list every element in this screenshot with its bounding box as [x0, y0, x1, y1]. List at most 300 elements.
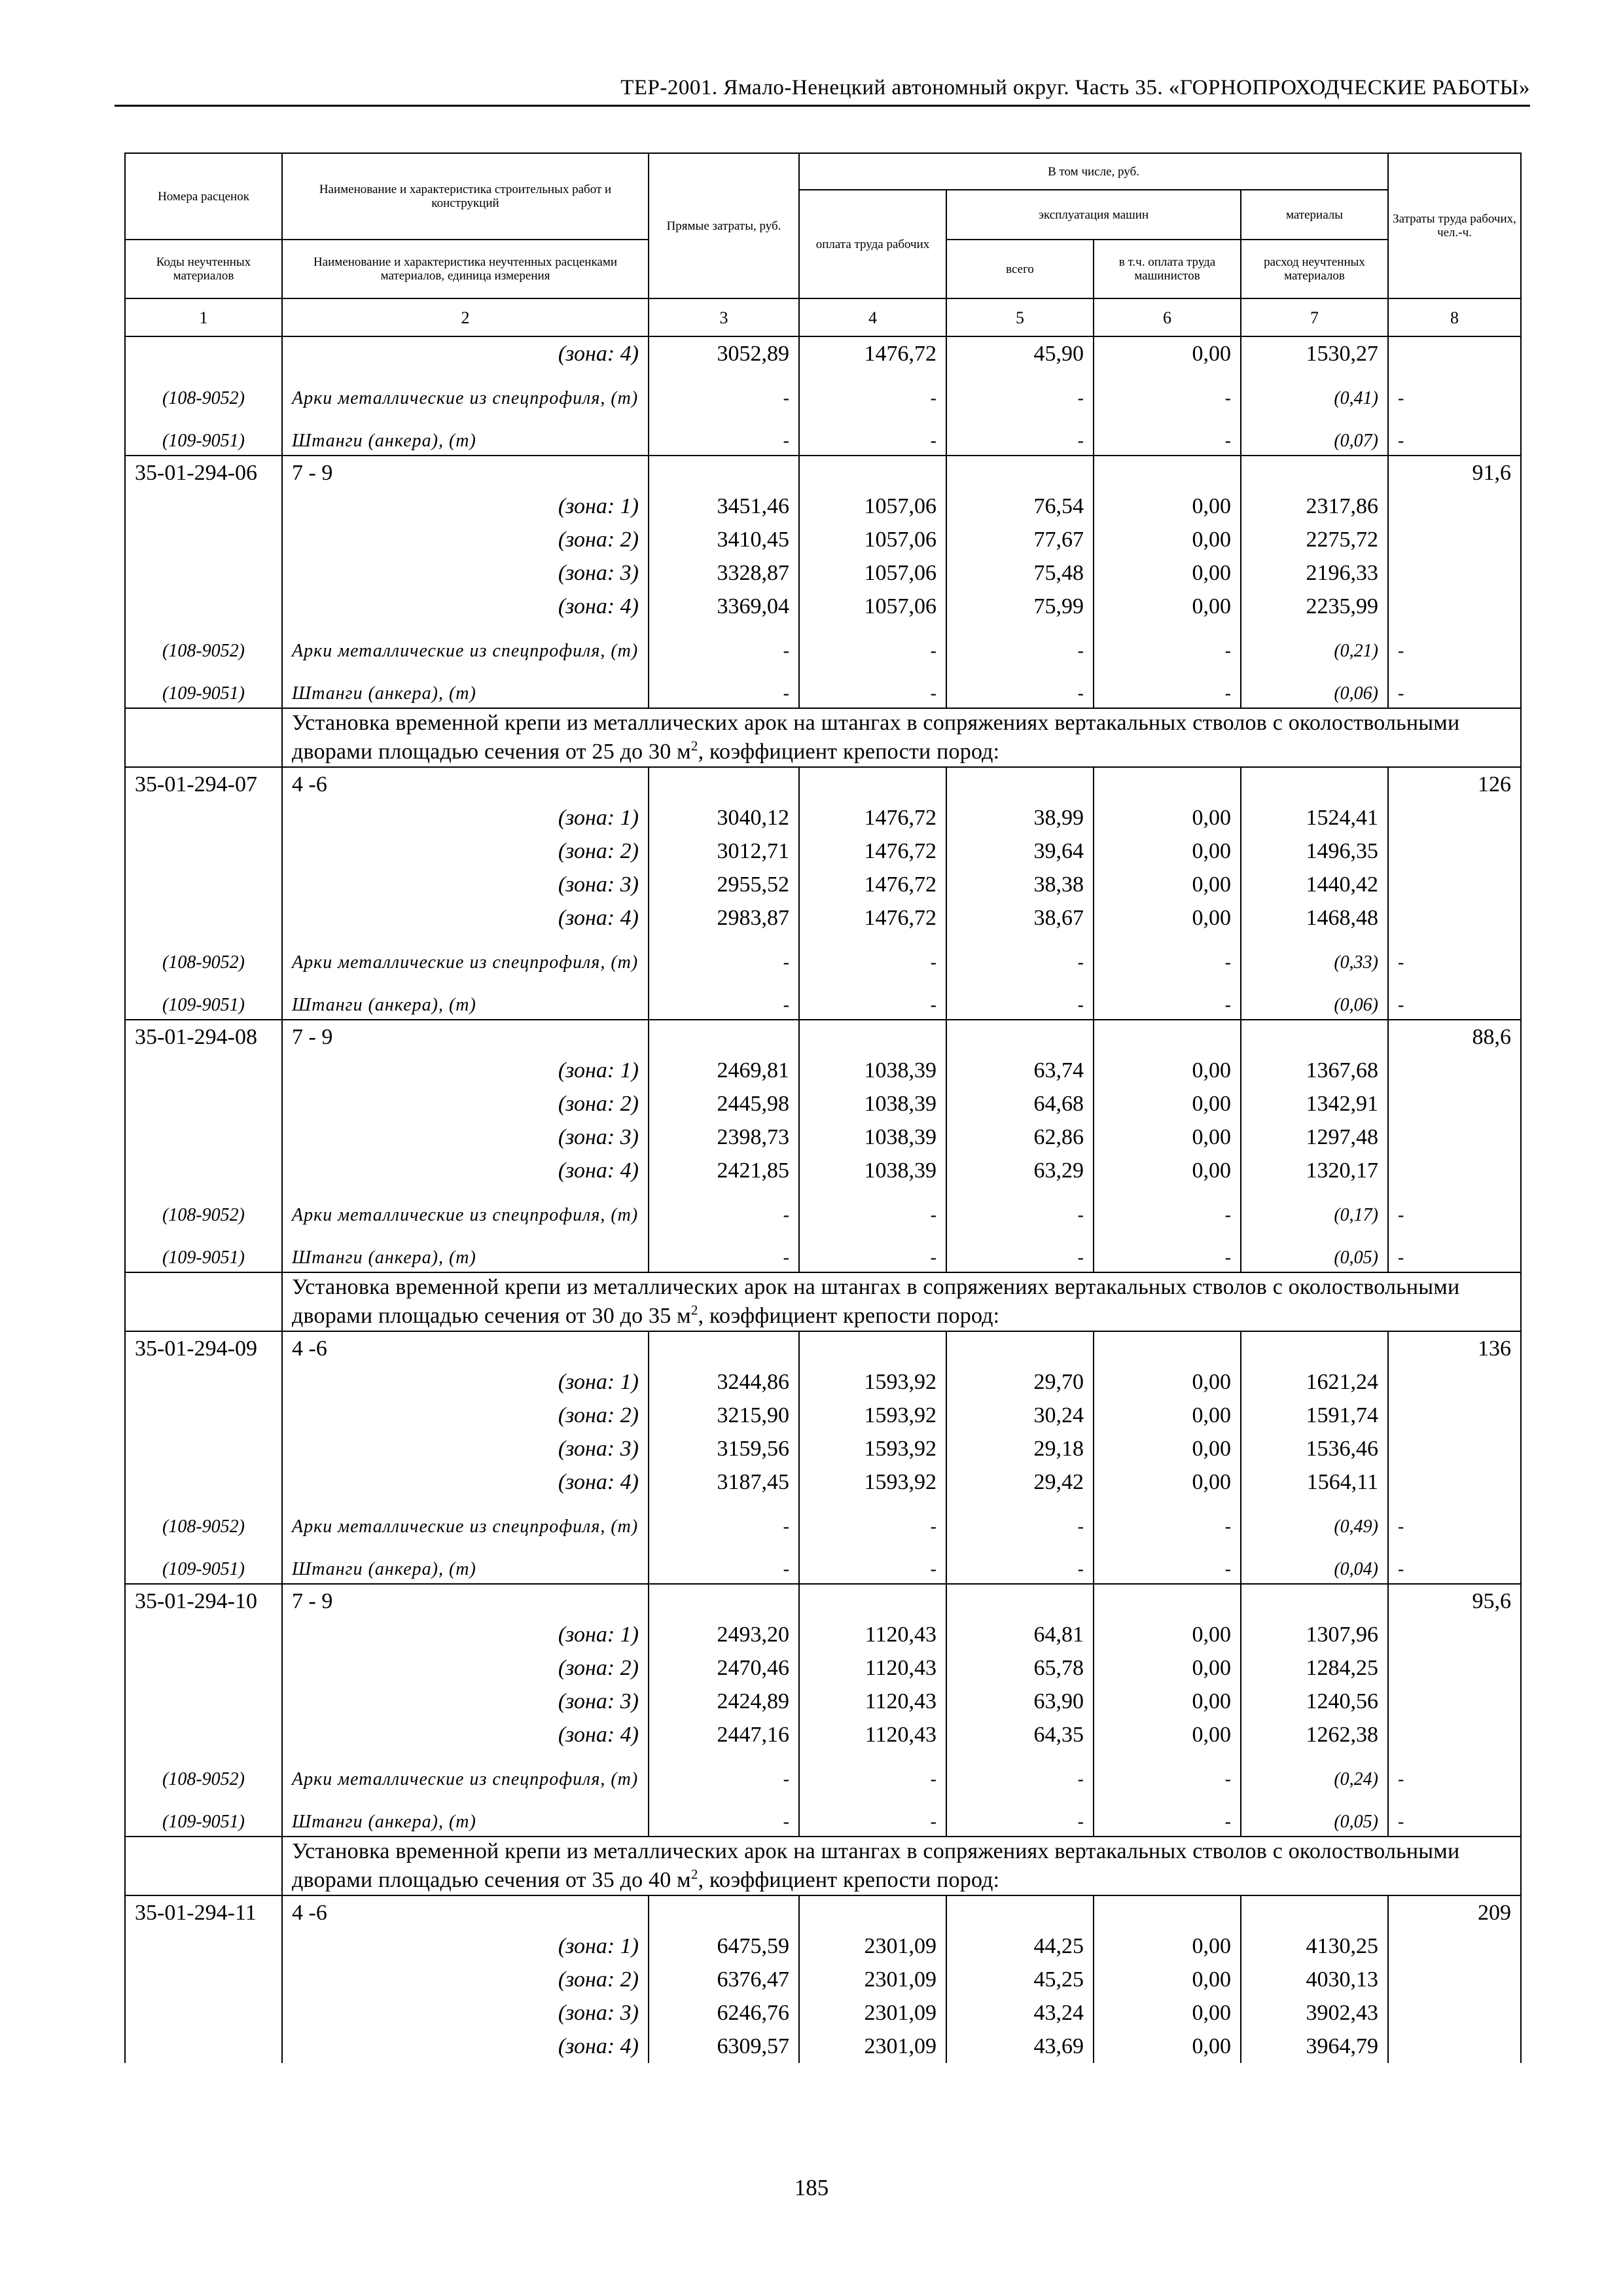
column-number: 6: [1094, 298, 1241, 336]
section-heading-row: [125, 708, 1521, 767]
materials-value: 1342,91: [1241, 1087, 1388, 1121]
dash-cell: -: [649, 935, 799, 991]
worker-pay-value: 1120,43: [799, 1651, 946, 1685]
machine-total-value: 29,70: [946, 1365, 1094, 1399]
material-code: (108-9052): [125, 623, 282, 679]
dash-cell: -: [1094, 679, 1241, 708]
dash-cell: -: [799, 991, 946, 1020]
labor-hours-value: 91,6: [1388, 456, 1521, 490]
material-name: Штанги (анкера), (т): [282, 427, 649, 456]
rate-row: [125, 1331, 1521, 1365]
worker-pay-value: 1593,92: [799, 1432, 946, 1465]
column-number-row: [125, 298, 1521, 336]
zone-row: [125, 868, 1521, 901]
direct-costs-value: 2421,85: [649, 1154, 799, 1187]
material-name: Штанги (анкера), (т): [282, 1808, 649, 1837]
direct-costs-value: 2424,89: [649, 1685, 799, 1718]
materials-value: 1621,24: [1241, 1365, 1388, 1399]
worker-pay-value: 1593,92: [799, 1465, 946, 1499]
empty-cell: [1388, 1465, 1521, 1499]
empty-cell: [1388, 1154, 1521, 1187]
rate-row: [125, 1584, 1521, 1618]
empty-cell: [1388, 1929, 1521, 1963]
zone-row: [125, 1154, 1521, 1187]
zone-label: (зона: 1): [282, 801, 649, 834]
empty-cell: [1241, 767, 1388, 801]
material-name: Штанги (анкера), (т): [282, 1555, 649, 1584]
worker-pay-value: 1057,06: [799, 556, 946, 590]
empty-cell: [799, 1895, 946, 1929]
operator-pay-value: 0,00: [1094, 1154, 1241, 1187]
material-code: (108-9052): [125, 935, 282, 991]
empty-cell: [1094, 1331, 1241, 1365]
header-material-codes: Коды неучтенных материалов: [125, 240, 282, 298]
direct-costs-value: 2398,73: [649, 1121, 799, 1154]
zone-label: (зона: 4): [282, 1154, 649, 1187]
rock-hardness: 7 - 9: [282, 1020, 649, 1054]
section-spacer: [125, 1837, 282, 1895]
empty-cell: [1388, 1087, 1521, 1121]
section-heading: Установка временной крепи из металлических арок на штангах в сопряжениях вертакальных стволов с околоствольными дворами площадью сечения от 35 до 40 $м^2$, коэффициент крепости пород:: [282, 1837, 1521, 1895]
empty-cell: [946, 1584, 1094, 1618]
machine-total-value: 64,35: [946, 1718, 1094, 1751]
direct-costs-value: 2447,16: [649, 1718, 799, 1751]
direct-costs-value: 3369,04: [649, 590, 799, 623]
dash-cell: -: [649, 679, 799, 708]
dash-cell: -: [1388, 623, 1521, 679]
operator-pay-value: 0,00: [1094, 556, 1241, 590]
zone-label: (зона: 4): [282, 590, 649, 623]
worker-pay-value: 1120,43: [799, 1618, 946, 1651]
empty-cell: [649, 1895, 799, 1929]
empty-cell: [125, 1432, 282, 1465]
material-code: (108-9052): [125, 1751, 282, 1808]
empty-cell: [1388, 868, 1521, 901]
empty-cell: [125, 1365, 282, 1399]
zone-label: (зона: 2): [282, 1651, 649, 1685]
material-row: [125, 1187, 1521, 1244]
empty-cell: [799, 1331, 946, 1365]
rate-row: [125, 456, 1521, 490]
zone-row: [125, 490, 1521, 523]
rate-code: 35-01-294-11: [125, 1895, 282, 1929]
empty-cell: [125, 1121, 282, 1154]
materials-value: 1262,38: [1241, 1718, 1388, 1751]
material-code: (109-9051): [125, 1244, 282, 1272]
dash-cell: -: [946, 623, 1094, 679]
header-labor-hours: Затраты труда рабочих, чел.-ч.: [1388, 153, 1521, 298]
direct-costs-value: 6246,76: [649, 1996, 799, 2030]
direct-costs-value: 3410,45: [649, 523, 799, 556]
worker-pay-value: 2301,09: [799, 1963, 946, 1996]
operator-pay-value: 0,00: [1094, 336, 1241, 370]
operator-pay-value: 0,00: [1094, 1087, 1241, 1121]
dash-cell: -: [1388, 1499, 1521, 1555]
column-number: 7: [1241, 298, 1388, 336]
machine-total-value: 75,48: [946, 556, 1094, 590]
document-header: [115, 71, 1530, 107]
zone-label: (зона: 4): [282, 901, 649, 935]
zone-row: [125, 2030, 1521, 2063]
empty-cell: [1388, 1685, 1521, 1718]
materials-value: 1367,68: [1241, 1054, 1388, 1087]
dash-cell: -: [1388, 1751, 1521, 1808]
worker-pay-value: 1057,06: [799, 590, 946, 623]
zone-row: [125, 556, 1521, 590]
zone-row: [125, 1929, 1521, 1963]
zone-label: (зона: 2): [282, 834, 649, 868]
empty-cell: [1388, 1121, 1521, 1154]
zone-label: (зона: 3): [282, 868, 649, 901]
material-quantity: (0,41): [1241, 370, 1388, 427]
empty-cell: [125, 801, 282, 834]
direct-costs-value: 3159,56: [649, 1432, 799, 1465]
worker-pay-value: 1476,72: [799, 336, 946, 370]
direct-costs-value: 3040,12: [649, 801, 799, 834]
dash-cell: -: [799, 1808, 946, 1837]
materials-value: 1297,48: [1241, 1121, 1388, 1154]
material-row: [125, 1244, 1521, 1272]
worker-pay-value: 2301,09: [799, 2030, 946, 2063]
dash-cell: -: [1094, 1751, 1241, 1808]
zone-row: [125, 1465, 1521, 1499]
section-heading: Установка временной крепи из металлических арок на штангах в сопряжениях вертакальных стволов с околоствольными дворами площадью сечения от 25 до 30 $м^2$, коэффициент крепости пород:: [282, 708, 1521, 767]
empty-cell: [1241, 1895, 1388, 1929]
column-number: 4: [799, 298, 946, 336]
superscript-2: 2: [690, 1302, 698, 1318]
material-code: (108-9052): [125, 1499, 282, 1555]
material-name: Арки металлические из спецпрофиля, (т): [282, 623, 649, 679]
material-row: [125, 679, 1521, 708]
dash-cell: -: [1094, 991, 1241, 1020]
operator-pay-value: 0,00: [1094, 1996, 1241, 2030]
machine-total-value: 38,99: [946, 801, 1094, 834]
empty-cell: [946, 1331, 1094, 1365]
direct-costs-value: 6309,57: [649, 2030, 799, 2063]
column-number: 3: [649, 298, 799, 336]
materials-value: 4030,13: [1241, 1963, 1388, 1996]
dash-cell: -: [946, 1808, 1094, 1837]
rate-code: 35-01-294-10: [125, 1584, 282, 1618]
material-quantity: (0,17): [1241, 1187, 1388, 1244]
empty-cell: [1388, 1618, 1521, 1651]
materials-value: 1307,96: [1241, 1618, 1388, 1651]
materials-value: 1530,27: [1241, 336, 1388, 370]
direct-costs-value: 6376,47: [649, 1963, 799, 1996]
rock-hardness: 4 -6: [282, 1895, 649, 1929]
zone-label: (зона: 1): [282, 490, 649, 523]
zone-row: [125, 1718, 1521, 1751]
dash-cell: -: [1388, 427, 1521, 456]
zone-label: (зона: 1): [282, 1929, 649, 1963]
empty-cell: [1388, 801, 1521, 834]
superscript-2: 2: [690, 1866, 698, 1882]
material-quantity: (0,21): [1241, 623, 1388, 679]
direct-costs-value: 3215,90: [649, 1399, 799, 1432]
empty-cell: [125, 1685, 282, 1718]
labor-hours-value: 95,6: [1388, 1584, 1521, 1618]
material-quantity: (0,24): [1241, 1751, 1388, 1808]
operator-pay-value: 0,00: [1094, 2030, 1241, 2063]
dash-cell: -: [1388, 1187, 1521, 1244]
header-operator-pay: в т.ч. оплата труда машинистов: [1094, 240, 1241, 298]
empty-cell: [125, 1399, 282, 1432]
dash-cell: -: [946, 679, 1094, 708]
dash-cell: -: [799, 1555, 946, 1584]
empty-cell: [125, 1154, 282, 1187]
empty-cell: [1241, 1331, 1388, 1365]
empty-cell: [125, 2030, 282, 2063]
direct-costs-value: 2445,98: [649, 1087, 799, 1121]
rock-hardness: 4 -6: [282, 767, 649, 801]
dash-cell: -: [1094, 427, 1241, 456]
zone-row: [125, 1618, 1521, 1651]
materials-value: 1468,48: [1241, 901, 1388, 935]
direct-costs-value: 2955,52: [649, 868, 799, 901]
machine-total-value: 45,25: [946, 1963, 1094, 1996]
empty-cell: [1388, 1365, 1521, 1399]
worker-pay-value: 2301,09: [799, 1996, 946, 2030]
materials-value: 1564,11: [1241, 1465, 1388, 1499]
material-row: [125, 1808, 1521, 1837]
dash-cell: -: [946, 427, 1094, 456]
rate-code: 35-01-294-08: [125, 1020, 282, 1054]
machine-total-value: 63,90: [946, 1685, 1094, 1718]
machine-total-value: 64,81: [946, 1618, 1094, 1651]
empty-cell: [1388, 1963, 1521, 1996]
worker-pay-value: 1038,39: [799, 1087, 946, 1121]
empty-cell: [1094, 1020, 1241, 1054]
empty-cell: [1388, 1651, 1521, 1685]
direct-costs-value: 6475,59: [649, 1929, 799, 1963]
header-machine-total: всего: [946, 240, 1094, 298]
operator-pay-value: 0,00: [1094, 1963, 1241, 1996]
operator-pay-value: 0,00: [1094, 490, 1241, 523]
materials-value: 3964,79: [1241, 2030, 1388, 2063]
operator-pay-value: 0,00: [1094, 1465, 1241, 1499]
dash-cell: -: [1094, 1808, 1241, 1837]
empty-cell: [1388, 590, 1521, 623]
machine-total-value: 30,24: [946, 1399, 1094, 1432]
dash-cell: -: [649, 1187, 799, 1244]
empty-cell: [649, 1331, 799, 1365]
superscript-2: 2: [690, 738, 698, 754]
worker-pay-value: 1057,06: [799, 490, 946, 523]
empty-cell: [1388, 336, 1521, 370]
dash-cell: -: [946, 1187, 1094, 1244]
empty-cell: [125, 336, 282, 370]
zone-label: (зона: 3): [282, 1121, 649, 1154]
machine-total-value: 43,24: [946, 1996, 1094, 2030]
materials-value: 1284,25: [1241, 1651, 1388, 1685]
direct-costs-value: 3328,87: [649, 556, 799, 590]
dash-cell: -: [946, 1499, 1094, 1555]
machine-total-value: 38,67: [946, 901, 1094, 935]
material-code: (109-9051): [125, 991, 282, 1020]
empty-cell: [125, 523, 282, 556]
materials-value: 1524,41: [1241, 801, 1388, 834]
dash-cell: -: [1388, 370, 1521, 427]
machine-total-value: 29,18: [946, 1432, 1094, 1465]
dash-cell: -: [946, 1751, 1094, 1808]
empty-cell: [125, 1087, 282, 1121]
material-quantity: (0,06): [1241, 679, 1388, 708]
empty-cell: [125, 1651, 282, 1685]
materials-value: 1536,46: [1241, 1432, 1388, 1465]
header-material-names: Наименование и характеристика неучтенных расценками материалов, единица измерения: [282, 240, 649, 298]
dash-cell: -: [946, 991, 1094, 1020]
material-quantity: (0,05): [1241, 1808, 1388, 1837]
machine-total-value: 75,99: [946, 590, 1094, 623]
zone-label: (зона: 4): [282, 1465, 649, 1499]
dash-cell: -: [799, 935, 946, 991]
empty-cell: [125, 1054, 282, 1087]
dash-cell: -: [1094, 1244, 1241, 1272]
operator-pay-value: 0,00: [1094, 801, 1241, 834]
material-name: Арки металлические из спецпрофиля, (т): [282, 1499, 649, 1555]
direct-costs-value: 2983,87: [649, 901, 799, 935]
empty-cell: [799, 1020, 946, 1054]
dash-cell: -: [799, 1187, 946, 1244]
empty-cell: [799, 767, 946, 801]
machine-total-value: 63,74: [946, 1054, 1094, 1087]
header-machine-operation: эксплуатация машин: [946, 190, 1241, 240]
material-row: [125, 1555, 1521, 1584]
rock-hardness: 7 - 9: [282, 456, 649, 490]
empty-cell: [649, 1020, 799, 1054]
empty-cell: [946, 767, 1094, 801]
material-row: [125, 1499, 1521, 1555]
material-quantity: (0,05): [1241, 1244, 1388, 1272]
operator-pay-value: 0,00: [1094, 1685, 1241, 1718]
material-row: [125, 427, 1521, 456]
zone-label: (зона: 1): [282, 1618, 649, 1651]
empty-cell: [799, 456, 946, 490]
direct-costs-value: 3451,46: [649, 490, 799, 523]
zone-label: (зона: 2): [282, 1087, 649, 1121]
labor-hours-value: 88,6: [1388, 1020, 1521, 1054]
material-row: [125, 1751, 1521, 1808]
material-row: [125, 623, 1521, 679]
header-direct-costs: Прямые затраты, руб.: [649, 153, 799, 298]
materials-value: 1591,74: [1241, 1399, 1388, 1432]
material-code: (109-9051): [125, 1808, 282, 1837]
dash-cell: -: [1094, 935, 1241, 991]
rate-code: 35-01-294-06: [125, 456, 282, 490]
zone-row: [125, 1685, 1521, 1718]
rate-code: 35-01-294-09: [125, 1331, 282, 1365]
empty-cell: [1388, 1399, 1521, 1432]
dash-cell: -: [649, 991, 799, 1020]
material-code: (109-9051): [125, 1555, 282, 1584]
material-code: (109-9051): [125, 679, 282, 708]
operator-pay-value: 0,00: [1094, 834, 1241, 868]
machine-total-value: 76,54: [946, 490, 1094, 523]
materials-value: 2235,99: [1241, 590, 1388, 623]
worker-pay-value: 1476,72: [799, 834, 946, 868]
empty-cell: [125, 1929, 282, 1963]
dash-cell: -: [1094, 623, 1241, 679]
section-heading: Установка временной крепи из металлических арок на штангах в сопряжениях вертакальных стволов с околоствольными дворами площадью сечения от 30 до 35 $м^2$, коэффициент крепости пород:: [282, 1272, 1521, 1331]
zone-label: (зона: 3): [282, 556, 649, 590]
empty-cell: [799, 1584, 946, 1618]
empty-cell: [1388, 1054, 1521, 1087]
materials-value: 1320,17: [1241, 1154, 1388, 1187]
material-quantity: (0,04): [1241, 1555, 1388, 1584]
materials-value: 3902,43: [1241, 1996, 1388, 2030]
operator-pay-value: 0,00: [1094, 1718, 1241, 1751]
zone-row: [125, 590, 1521, 623]
dash-cell: -: [649, 427, 799, 456]
zone-label: (зона: 3): [282, 1996, 649, 2030]
material-code: (108-9052): [125, 1187, 282, 1244]
empty-cell: [1094, 767, 1241, 801]
materials-value: 1240,56: [1241, 1685, 1388, 1718]
empty-cell: [125, 1618, 282, 1651]
materials-value: 2196,33: [1241, 556, 1388, 590]
rock-hardness: 4 -6: [282, 1331, 649, 1365]
dash-cell: -: [1094, 1555, 1241, 1584]
materials-value: 1440,42: [1241, 868, 1388, 901]
operator-pay-value: 0,00: [1094, 868, 1241, 901]
labor-hours-value: 136: [1388, 1331, 1521, 1365]
empty-cell: [125, 901, 282, 935]
machine-total-value: 65,78: [946, 1651, 1094, 1685]
empty-cell: [125, 1465, 282, 1499]
zone-row: [125, 1963, 1521, 1996]
labor-hours-value: 126: [1388, 767, 1521, 801]
header-rate-number: Номера расценок: [125, 153, 282, 240]
empty-cell: [125, 556, 282, 590]
worker-pay-value: 1038,39: [799, 1121, 946, 1154]
dash-cell: -: [946, 370, 1094, 427]
dash-cell: -: [946, 1244, 1094, 1272]
header-work-name: Наименование и характеристика строительных работ и конструкций: [282, 153, 649, 240]
empty-cell: [125, 834, 282, 868]
zone-label: (зона: 4): [282, 1718, 649, 1751]
empty-cell: [1241, 1584, 1388, 1618]
operator-pay-value: 0,00: [1094, 523, 1241, 556]
header-including-group: В том числе, руб.: [799, 153, 1388, 190]
material-name: Арки металлические из спецпрофиля, (т): [282, 1751, 649, 1808]
empty-cell: [1094, 1584, 1241, 1618]
operator-pay-value: 0,00: [1094, 901, 1241, 935]
worker-pay-value: 1593,92: [799, 1365, 946, 1399]
dash-cell: -: [1388, 991, 1521, 1020]
column-number: 2: [282, 298, 649, 336]
empty-cell: [125, 1996, 282, 2030]
column-number: 1: [125, 298, 282, 336]
operator-pay-value: 0,00: [1094, 1651, 1241, 1685]
material-code: (108-9052): [125, 370, 282, 427]
worker-pay-value: 1476,72: [799, 868, 946, 901]
materials-value: 1496,35: [1241, 834, 1388, 868]
direct-costs-value: 2493,20: [649, 1618, 799, 1651]
table-header: [125, 153, 1521, 336]
direct-costs-value: 3052,89: [649, 336, 799, 370]
operator-pay-value: 0,00: [1094, 1121, 1241, 1154]
worker-pay-value: 1120,43: [799, 1718, 946, 1751]
empty-cell: [1388, 556, 1521, 590]
machine-total-value: 43,69: [946, 2030, 1094, 2063]
empty-cell: [649, 1584, 799, 1618]
dash-cell: -: [1388, 1808, 1521, 1837]
dash-cell: -: [649, 1808, 799, 1837]
materials-value: 2317,86: [1241, 490, 1388, 523]
zone-row: [125, 523, 1521, 556]
material-name: Арки металлические из спецпрофиля, (т): [282, 370, 649, 427]
material-row: [125, 935, 1521, 991]
